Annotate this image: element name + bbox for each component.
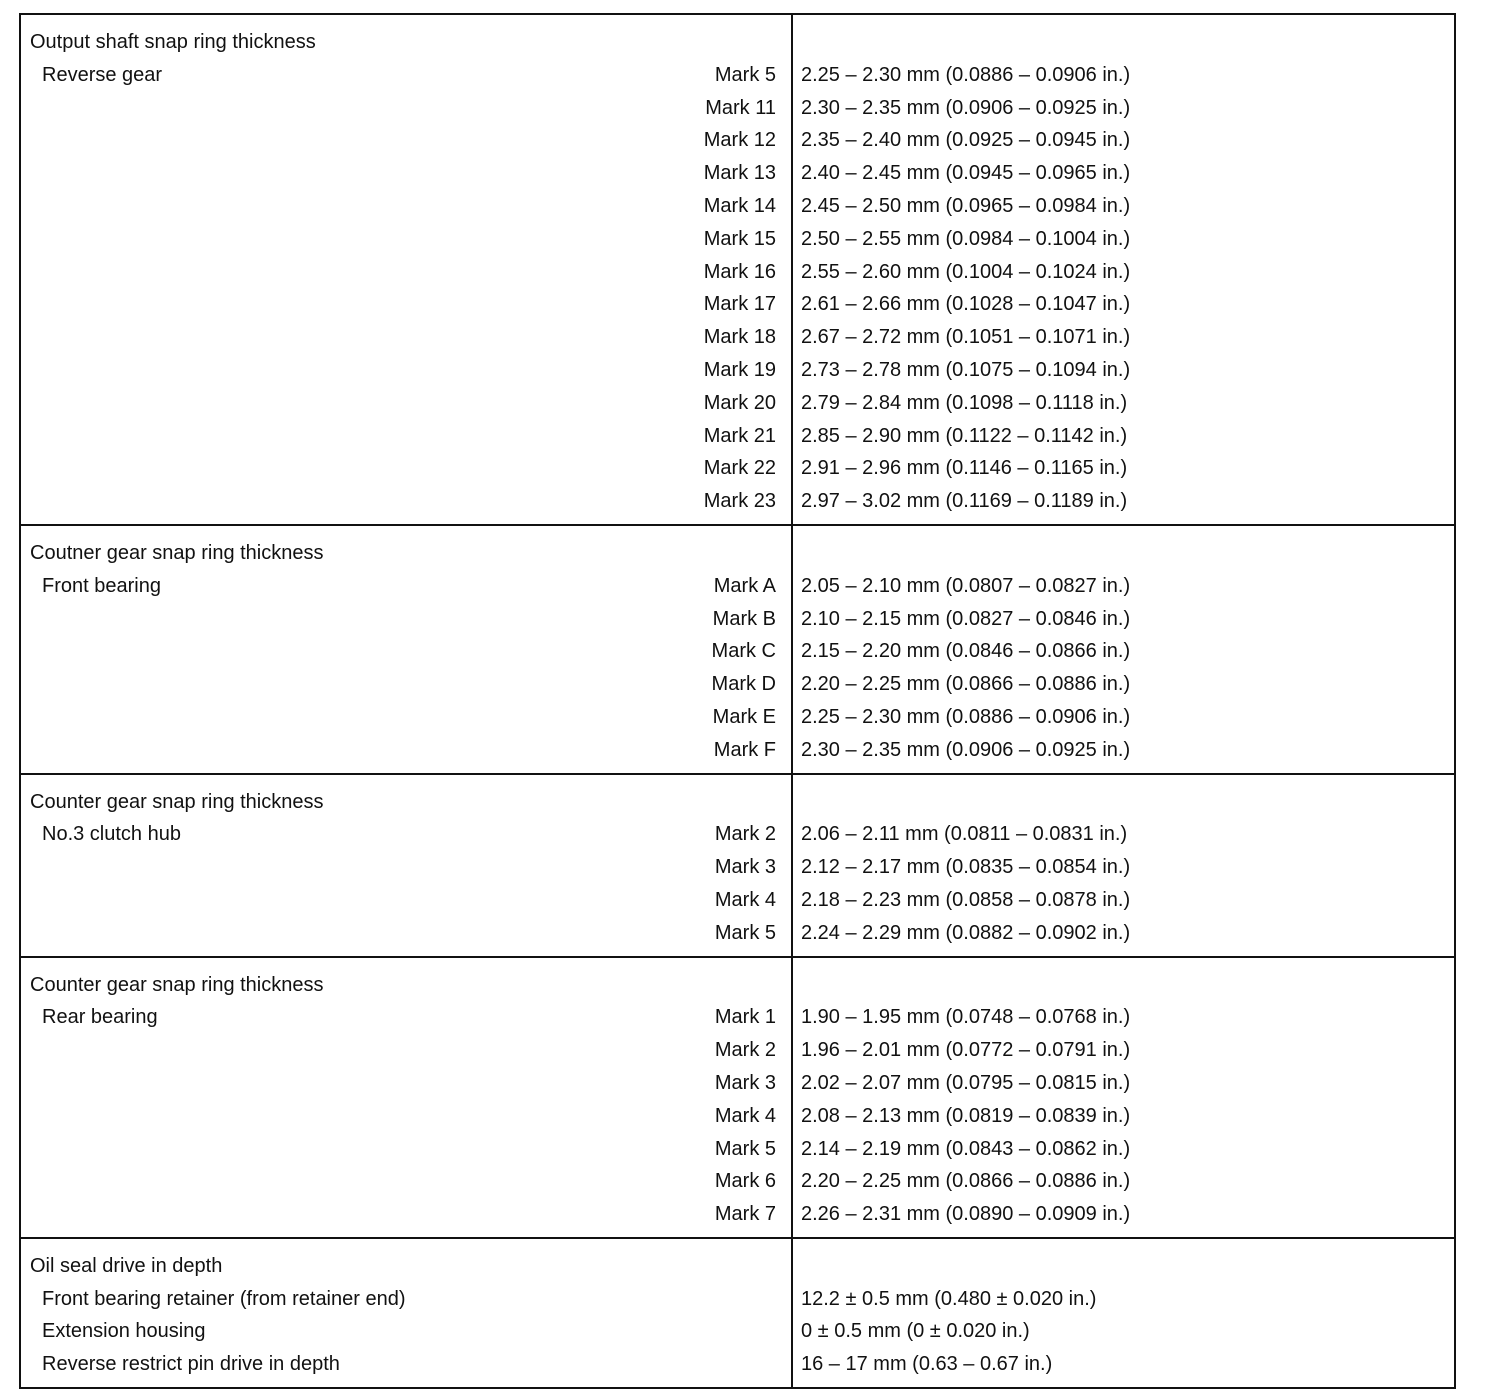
table-row (21, 1100, 1454, 1133)
table-row (21, 485, 1454, 518)
table-row (21, 668, 1454, 701)
spec-section (21, 15, 1454, 524)
table-row (21, 256, 1454, 289)
thickness-value: 2.50 – 2.55 mm (0.0984 – 0.1004 in.) (801, 227, 1131, 250)
table-row (21, 1067, 1454, 1100)
thickness-value: 2.61 – 2.66 mm (0.1028 – 0.1047 in.) (801, 293, 1131, 316)
table-row (21, 354, 1454, 387)
table-row (21, 321, 1454, 354)
thickness-value: 2.85 – 2.90 mm (0.1122 – 0.1142 in.) (801, 424, 1128, 447)
thickness-value: 1.90 – 1.95 mm (0.0748 – 0.0768 in.) (801, 1006, 1131, 1029)
thickness-value: 2.18 – 2.23 mm (0.0858 – 0.0878 in.) (801, 888, 1131, 911)
thickness-value: 2.79 – 2.84 mm (0.1098 – 0.1118 in.) (801, 391, 1128, 414)
table-row (21, 190, 1454, 223)
mark-label: Mark 5 (714, 1137, 776, 1160)
table-row (21, 452, 1454, 485)
table-row (21, 92, 1454, 125)
mark-label: Mark 4 (714, 888, 776, 911)
mark-label: Mark 7 (714, 1203, 776, 1226)
mark-label: Mark 1 (714, 1006, 776, 1029)
depth-value: 12.2 ± 0.5 mm (0.480 ± 0.020 in.) (801, 1287, 1097, 1310)
table-row (21, 734, 1454, 767)
mark-label: Mark 19 (703, 358, 776, 381)
thickness-value: 2.12 – 2.17 mm (0.0835 – 0.0854 in.) (801, 856, 1131, 879)
table-row (21, 1315, 1454, 1348)
section-subtitle: Rear bearing (42, 1006, 158, 1029)
thickness-value: 2.20 – 2.25 mm (0.0866 – 0.0886 in.) (801, 673, 1131, 696)
thickness-value: 2.40 – 2.45 mm (0.0945 – 0.0965 in.) (801, 162, 1131, 185)
thickness-value: 2.67 – 2.72 mm (0.1051 – 0.1071 in.) (801, 326, 1131, 349)
mark-label: Mark 17 (703, 293, 776, 316)
mark-label: Mark 3 (714, 1071, 776, 1094)
spec-section (21, 524, 1454, 773)
spec-section (21, 956, 1454, 1237)
thickness-value: 2.06 – 2.11 mm (0.0811 – 0.0831 in.) (801, 823, 1128, 846)
section-title-line (21, 26, 1454, 59)
table-row (21, 917, 1454, 950)
thickness-value: 2.55 – 2.60 mm (0.1004 – 0.1024 in.) (801, 260, 1131, 283)
table-row (21, 157, 1454, 190)
thickness-value: 2.97 – 3.02 mm (0.1169 – 0.1189 in.) (801, 490, 1128, 513)
table-row (21, 1034, 1454, 1067)
thickness-value: 2.15 – 2.20 mm (0.0846 – 0.0866 in.) (801, 640, 1131, 663)
thickness-value: 2.45 – 2.50 mm (0.0965 – 0.0984 in.) (801, 194, 1131, 217)
table-row (21, 818, 1454, 851)
mark-label: Mark 5 (714, 921, 776, 944)
table-row (21, 387, 1454, 420)
mark-label: Mark C (711, 640, 776, 663)
thickness-value: 2.91 – 2.96 mm (0.1146 – 0.1165 in.) (801, 457, 1128, 480)
table-row (21, 635, 1454, 668)
mark-label: Mark 6 (714, 1170, 776, 1193)
item-label: Front bearing retainer (from retainer end) (42, 1287, 406, 1310)
mark-label: Mark 11 (705, 96, 776, 119)
thickness-value: 2.30 – 2.35 mm (0.0906 – 0.0925 in.) (801, 96, 1131, 119)
table-row (21, 603, 1454, 636)
mark-label: Mark 12 (703, 129, 776, 152)
section-title-line (21, 537, 1454, 570)
section-title: Counter gear snap ring thickness (30, 973, 324, 996)
item-label: Extension housing (42, 1320, 206, 1343)
thickness-value: 2.10 – 2.15 mm (0.0827 – 0.0846 in.) (801, 607, 1131, 630)
table-row (21, 1348, 1454, 1381)
mark-label: Mark E (712, 705, 776, 728)
section-title-line (21, 969, 1454, 1002)
thickness-value: 2.30 – 2.35 mm (0.0906 – 0.0925 in.) (801, 738, 1131, 761)
section-title-line (21, 786, 1454, 819)
mark-label: Mark 14 (703, 194, 776, 217)
table-row (21, 701, 1454, 734)
table-row (21, 884, 1454, 917)
section-subtitle: Reverse gear (42, 63, 163, 86)
thickness-value: 1.96 – 2.01 mm (0.0772 – 0.0791 in.) (801, 1039, 1131, 1062)
mark-label: Mark D (711, 673, 776, 696)
table-row (21, 570, 1454, 603)
table-row (21, 288, 1454, 321)
mark-label: Mark 4 (714, 1104, 776, 1127)
mark-label: Mark 2 (714, 1039, 776, 1062)
table-row (21, 1133, 1454, 1166)
thickness-value: 2.20 – 2.25 mm (0.0866 – 0.0886 in.) (801, 1170, 1131, 1193)
section-subtitle: No.3 clutch hub (42, 823, 181, 846)
table-row (21, 420, 1454, 453)
thickness-value: 2.25 – 2.30 mm (0.0886 – 0.0906 in.) (801, 63, 1131, 86)
mark-label: Mark 20 (703, 391, 776, 414)
table-row (21, 1165, 1454, 1198)
section-subtitle: Front bearing (42, 574, 161, 597)
table-row (21, 223, 1454, 256)
thickness-value: 2.25 – 2.30 mm (0.0886 – 0.0906 in.) (801, 705, 1131, 728)
table-row (21, 1198, 1454, 1231)
mark-label: Mark 15 (703, 227, 776, 250)
mark-label: Mark 5 (714, 63, 776, 86)
section-title: Oil seal drive in depth (30, 1254, 223, 1277)
thickness-value: 2.08 – 2.13 mm (0.0819 – 0.0839 in.) (801, 1104, 1131, 1127)
depth-value: 16 – 17 mm (0.63 – 0.67 in.) (801, 1353, 1053, 1376)
mark-label: Mark 13 (703, 162, 776, 185)
thickness-value: 2.24 – 2.29 mm (0.0882 – 0.0902 in.) (801, 921, 1131, 944)
table-row (21, 124, 1454, 157)
spec-section (21, 773, 1454, 956)
thickness-value: 2.05 – 2.10 mm (0.0807 – 0.0827 in.) (801, 574, 1131, 597)
thickness-value: 2.14 – 2.19 mm (0.0843 – 0.0862 in.) (801, 1137, 1131, 1160)
oil-seal-section (21, 1237, 1454, 1387)
mark-label: Mark 3 (714, 856, 776, 879)
mark-label: Mark 2 (714, 823, 776, 846)
table-row (21, 1001, 1454, 1034)
table-row (21, 1283, 1454, 1316)
mark-label: Mark 23 (703, 490, 776, 513)
thickness-value: 2.02 – 2.07 mm (0.0795 – 0.0815 in.) (801, 1071, 1131, 1094)
section-title: Output shaft snap ring thickness (30, 31, 316, 53)
mark-label: Mark F (713, 738, 776, 761)
table-row (21, 59, 1454, 92)
item-label: Reverse restrict pin drive in depth (42, 1353, 340, 1376)
spec-table (19, 13, 1456, 1389)
section-title: Coutner gear snap ring thickness (30, 541, 324, 564)
section-title-line (21, 1250, 1454, 1283)
thickness-value: 2.26 – 2.31 mm (0.0890 – 0.0909 in.) (801, 1203, 1131, 1226)
mark-label: Mark B (712, 607, 776, 630)
mark-label: Mark 22 (703, 457, 776, 480)
mark-label: Mark 16 (703, 260, 776, 283)
mark-label: Mark 18 (703, 326, 776, 349)
mark-label: Mark A (713, 574, 776, 597)
thickness-value: 2.73 – 2.78 mm (0.1075 – 0.1094 in.) (801, 358, 1131, 381)
thickness-value: 2.35 – 2.40 mm (0.0925 – 0.0945 in.) (801, 129, 1131, 152)
mark-label: Mark 21 (703, 424, 776, 447)
table-row (21, 851, 1454, 884)
section-title: Counter gear snap ring thickness (30, 790, 324, 813)
depth-value: 0 ± 0.5 mm (0 ± 0.020 in.) (801, 1320, 1030, 1343)
